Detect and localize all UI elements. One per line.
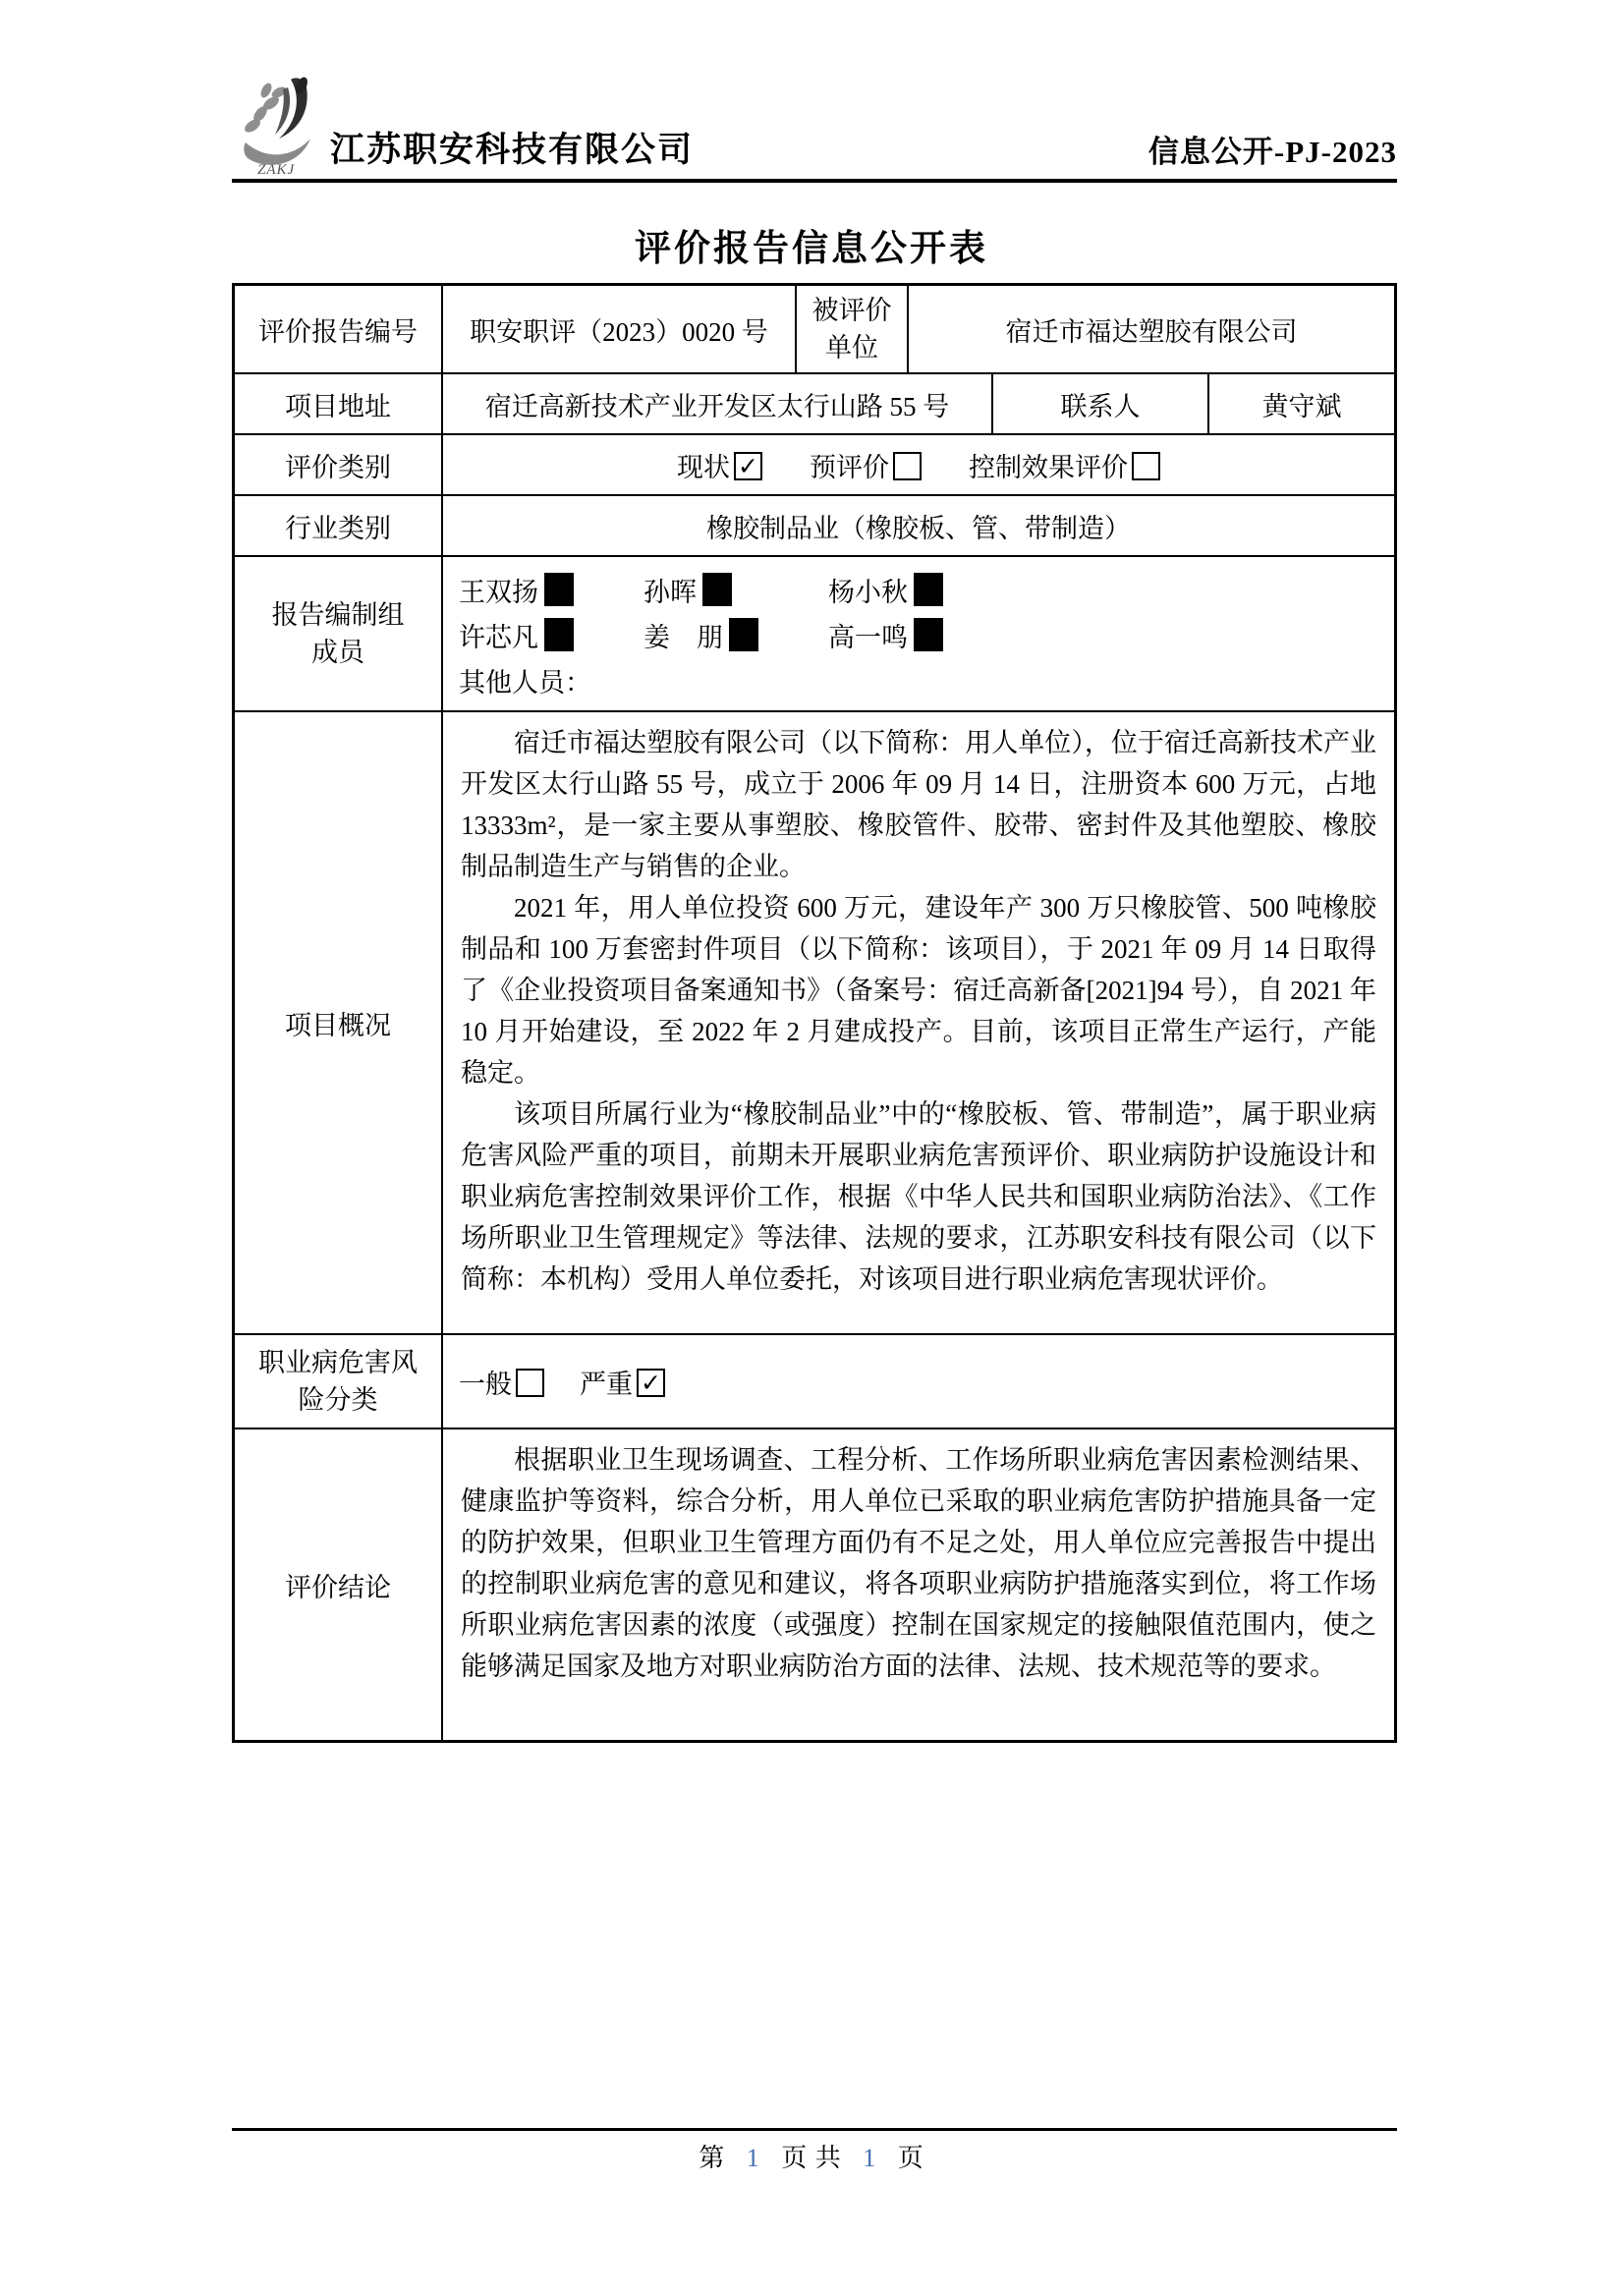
conclusion-value	[441, 1429, 1394, 1740]
table-row-report-number	[235, 286, 1394, 372]
company-name: 江苏职安科技有限公司	[330, 131, 695, 169]
table-row-risk	[235, 1333, 1394, 1428]
table-row-members	[235, 555, 1394, 710]
members-label-line1: 报告编制组	[271, 600, 405, 630]
redaction-box	[702, 573, 732, 606]
overview-label: 项目概况	[285, 1010, 391, 1040]
page-header	[232, 65, 1397, 177]
overview-value	[441, 712, 1394, 1333]
eval-type-option-current	[677, 446, 762, 484]
eval-type-option-label: 现状	[677, 452, 730, 482]
redaction-box	[914, 618, 943, 651]
table-row-eval-type	[235, 433, 1394, 494]
member-entry	[459, 616, 644, 654]
members-label	[235, 557, 441, 710]
evaluated-unit-value: 宿迁市福达塑胶有限公司	[907, 286, 1394, 372]
member-name: 姜 朋	[644, 622, 723, 652]
redaction-box	[544, 573, 574, 606]
eval-type-option-label: 预评价	[810, 452, 889, 482]
evaluated-unit-label-line2: 单位	[825, 333, 878, 363]
report-number-value: 职安职评（2023）0020 号	[441, 286, 795, 372]
redaction-box	[544, 618, 574, 651]
overview-paragraph-2: 2021 年，用人单位投资 600 万元，建设年产 300 万只橡胶管、500 吨橡胶制品和 100 万套密封件项目（以下简称：该项目），于 2021 年 09 月 14 日取得了《企业投资项目备案通知书》（备案号：宿迁高新备[2021]94 号），自 2021 年 10 月开始建设，至 2022 年 2 月建成投产。目前，该项目正常生产运行，产能稳定。	[461, 893, 1376, 1088]
footer-rule	[232, 2128, 1397, 2131]
footer-word-page: 第	[699, 2144, 726, 2172]
member-name: 杨小秋	[828, 577, 908, 607]
industry-label: 行业类别	[285, 513, 391, 543]
checkbox-checked-icon: ✓	[637, 1369, 665, 1397]
checkbox-unchecked-icon	[893, 452, 922, 480]
logo-caption: ZAKJ	[257, 162, 296, 177]
member-name: 许芯凡	[459, 622, 538, 652]
eval-type-option-control-effect	[969, 446, 1160, 484]
checkbox-unchecked-icon	[516, 1369, 544, 1397]
page-title: 评价报告信息公开表	[635, 229, 988, 269]
risk-option-general	[459, 1363, 544, 1401]
member-name: 王双扬	[459, 577, 538, 607]
address-value: 宿迁高新技术产业开发区太行山路 55 号	[441, 374, 991, 433]
members-other-label: 其他人员：	[459, 667, 591, 698]
member-entry	[459, 571, 644, 609]
members-value	[441, 557, 1394, 710]
eval-type-options	[441, 435, 1394, 494]
eval-type-option-label: 控制效果评价	[969, 452, 1128, 482]
document-code: 信息公开-PJ-2023	[1147, 135, 1397, 169]
member-entry	[828, 571, 943, 609]
checkbox-unchecked-icon	[1132, 452, 1160, 480]
risk-option-label: 严重	[580, 1369, 633, 1399]
page-footer	[0, 2138, 1623, 2174]
conclusion-label: 评价结论	[285, 1572, 391, 1602]
footer-total-pages: 1	[863, 2144, 877, 2172]
member-name: 孙晖	[644, 577, 697, 607]
members-line-2	[459, 612, 1384, 657]
evaluated-unit-label-line1: 被评价	[812, 296, 892, 325]
eval-type-label: 评价类别	[285, 452, 391, 482]
header-rule	[232, 179, 1397, 183]
disclosure-table	[232, 283, 1397, 1743]
risk-label	[235, 1335, 441, 1428]
members-line-1	[459, 567, 1384, 612]
overview-paragraph-1: 宿迁市福达塑胶有限公司（以下简称：用人单位），位于宿迁高新技术产业开发区太行山路 55 号，成立于 2006 年 09 月 14 日，注册资本 600 万元，占地 13333m²，是一家主要从事塑胶、橡胶管件、胶带、密封件及其他塑胶、橡胶制品制造生产与销售的企业。	[461, 728, 1376, 881]
contact-label: 联系人	[991, 374, 1207, 433]
table-row-industry	[235, 494, 1394, 555]
redaction-box	[729, 618, 758, 651]
address-label: 项目地址	[285, 391, 391, 421]
eval-type-option-pre	[810, 446, 922, 484]
evaluated-unit-label	[795, 286, 907, 372]
member-name: 高一鸣	[828, 622, 908, 652]
header-brand	[232, 73, 694, 177]
member-entry	[644, 616, 828, 654]
table-row-conclusion	[235, 1428, 1394, 1740]
table-row-overview	[235, 710, 1394, 1333]
industry-value: 橡胶制品业（橡胶板、管、带制造）	[441, 496, 1394, 555]
risk-label-line1: 职业病危害风	[258, 1348, 418, 1377]
conclusion-paragraph: 根据职业卫生现场调查、工程分析、工作场所职业病危害因素检测结果、健康监护等资料，综合分析，用人单位已采取的职业病危害防护措施具备一定的防护效果，但职业卫生管理方面仍有不足之处，用人单位应完善报告中提出的控制职业病危害的意见和建议，将各项职业病防护措施落实到位，将工作场所职业病危害因素的浓度（或强度）控制在国家规定的接触限值范围内，使之能够满足国家及地方对职业病防治方面的法律、法规、技术规范等的要求。	[461, 1445, 1376, 1681]
footer-page-number: 1	[746, 2144, 760, 2172]
members-label-line2: 成员	[311, 638, 364, 667]
member-entry	[644, 571, 828, 609]
risk-label-line2: 险分类	[298, 1385, 378, 1415]
company-logo-icon	[232, 73, 322, 177]
footer-word-of: 页 共	[781, 2144, 842, 2172]
member-entry	[828, 616, 943, 654]
checkbox-checked-icon: ✓	[734, 452, 762, 480]
table-row-address	[235, 372, 1394, 433]
footer-word-pages: 页	[897, 2144, 924, 2172]
risk-option-label: 一般	[459, 1369, 512, 1399]
risk-options	[441, 1335, 1394, 1428]
redaction-box	[914, 573, 943, 606]
risk-option-severe	[580, 1363, 665, 1401]
overview-paragraph-3: 该项目所属行业为“橡胶制品业”中的“橡胶板、管、带制造”，属于职业病危害风险严重的项目，前期未开展职业病危害预评价、职业病防护设施设计和职业病危害控制效果评价工作，根据《中华人民共和国职业病防治法》、《工作场所职业卫生管理规定》等法律、法规的要求，江苏职安科技有限公司（以下简称：本机构）受用人单位委托，对该项目进行职业病危害现状评价。	[461, 1099, 1376, 1294]
contact-value: 黄守斌	[1207, 374, 1394, 433]
report-number-label: 评价报告编号	[258, 316, 418, 347]
